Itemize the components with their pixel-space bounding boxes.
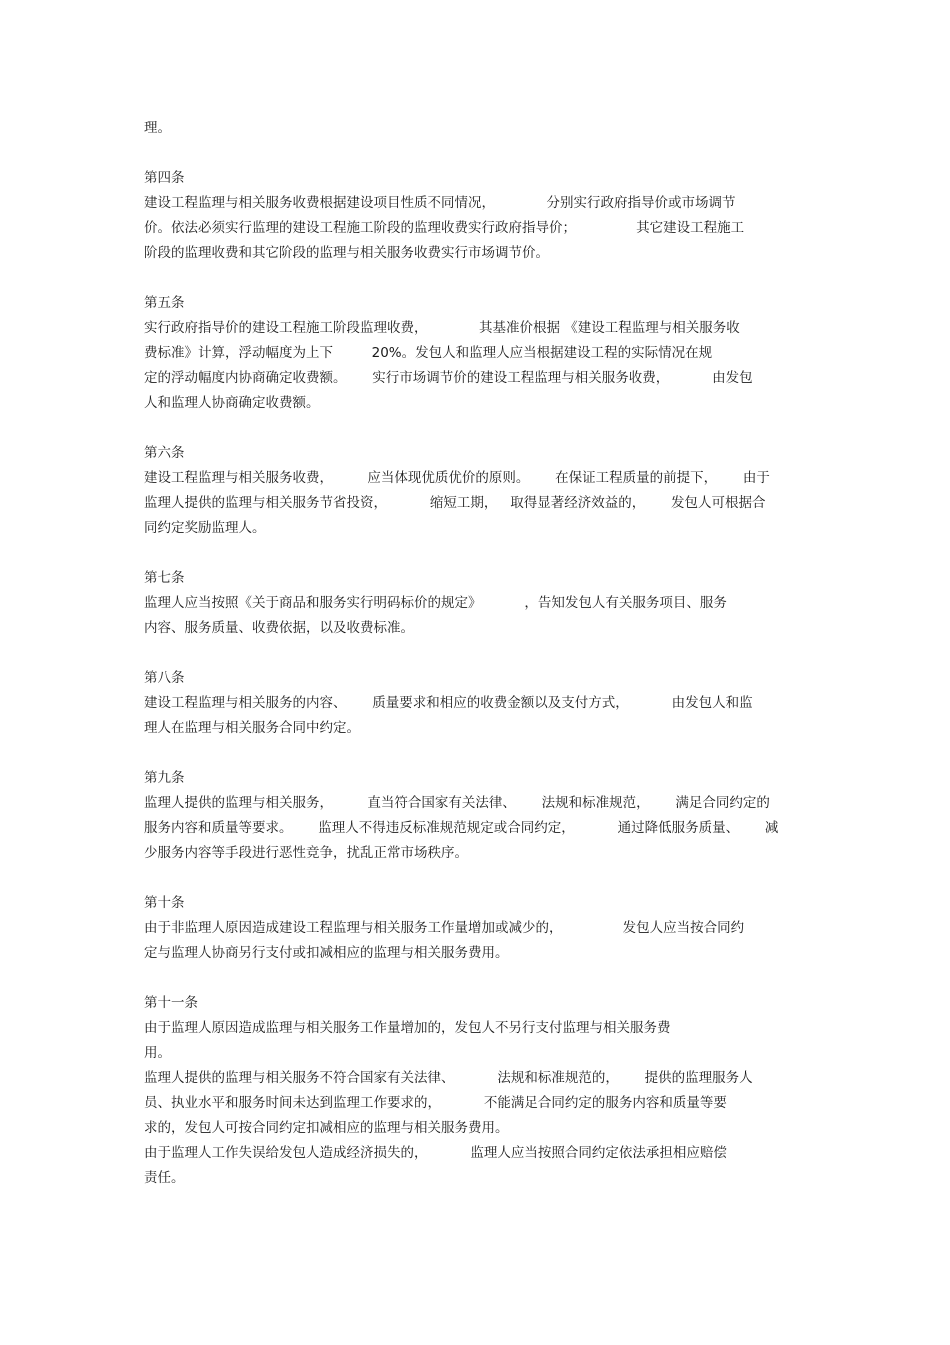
article-4-heading: 第四条 bbox=[144, 170, 185, 186]
article-7-line-1: 监理人应当按照《关于商品和服务实行明码标价的规定》 ，告知发包人有关服务项目、服务 bbox=[144, 595, 727, 611]
article-9-line-3: 少服务内容等手段进行恶性竞争，扰乱正常市场秩序。 bbox=[144, 845, 468, 861]
article-8-line-2: 理人在监理与相关服务合同中约定。 bbox=[144, 720, 360, 736]
article-9-line-1: 监理人提供的监理与相关服务， 直当符合国家有关法律、 法规和标准规范， 满足合同约定的 bbox=[144, 795, 770, 811]
article-11-line-4: 员、执业水平和服务时间未达到监理工作要求的， 不能满足合同约定的服务内容和质量等要 bbox=[144, 1095, 727, 1111]
article-5-line-1: 实行政府指导价的建设工程施工阶段监理收费， 其基准价根据 《建设工程监理与相关服务收 bbox=[144, 320, 740, 336]
article-6-line-1: 建设工程监理与相关服务收费， 应当体现优质优价的原则。 在保证工程质量的前提下， 由于 bbox=[144, 470, 770, 486]
continuation-text: 理。 bbox=[144, 120, 171, 136]
article-10-line-1: 由于非监理人原因造成建设工程监理与相关服务工作量增加或减少的， 发包人应当按合同约 bbox=[144, 920, 745, 936]
article-7-line-2: 内容、服务质量、收费依据，以及收费标准。 bbox=[144, 620, 414, 636]
article-9-line-2: 服务内容和质量等要求。 监理人不得违反标准规范规定或合同约定， 通过降低服务质量、 减 bbox=[144, 820, 779, 836]
article-10-heading: 第十条 bbox=[144, 895, 185, 911]
article-5-line-3: 定的浮动幅度内协商确定收费额。 实行市场调节价的建设工程监理与相关服务收费， 由发包 bbox=[144, 370, 753, 386]
article-10-line-2: 定与监理人协商另行支付或扣减相应的监理与相关服务费用。 bbox=[144, 945, 509, 961]
article-11-line-7: 责任。 bbox=[144, 1170, 185, 1186]
article-8-heading: 第八条 bbox=[144, 670, 185, 686]
article-7-heading: 第七条 bbox=[144, 570, 185, 586]
article-6-heading: 第六条 bbox=[144, 445, 185, 461]
article-5-line-4: 人和监理人协商确定收费额。 bbox=[144, 395, 320, 411]
document-page bbox=[144, 0, 814, 1345]
article-5-heading: 第五条 bbox=[144, 295, 185, 311]
article-4-line-1: 建设工程监理与相关服务收费根据建设项目性质不同情况， 分别实行政府指导价或市场调节 bbox=[144, 195, 736, 211]
article-11-heading: 第十一条 bbox=[144, 995, 198, 1011]
article-9-heading: 第九条 bbox=[144, 770, 185, 786]
article-11-line-3: 监理人提供的监理与相关服务不符合国家有关法律、 法规和标准规范的， 提供的监理服务人 bbox=[144, 1070, 753, 1086]
article-6-line-2: 监理人提供的监理与相关服务节省投资， 缩短工期， 取得显著经济效益的， 发包人可根据合 bbox=[144, 495, 766, 511]
article-4-line-2: 价。依法必须实行监理的建设工程施工阶段的监理收费实行政府指导价； 其它建设工程施工 bbox=[144, 220, 745, 236]
article-11-line-1: 由于监理人原因造成监理与相关服务工作量增加的，发包人不另行支付监理与相关服务费 bbox=[144, 1020, 671, 1036]
article-8-line-1: 建设工程监理与相关服务的内容、 质量要求和相应的收费金额以及支付方式， 由发包人和监 bbox=[144, 695, 753, 711]
article-11-line-2: 用。 bbox=[144, 1045, 171, 1061]
article-11-line-5: 求的，发包人可按合同约定扣减相应的监理与相关服务费用。 bbox=[144, 1120, 509, 1136]
article-11-line-6: 由于监理人工作失误给发包人造成经济损失的， 监理人应当按照合同约定依法承担相应赔偿 bbox=[144, 1145, 727, 1161]
article-5-line-2: 费标准》计算，浮动幅度为上下 20%。发包人和监理人应当根据建设工程的实际情况在规 bbox=[144, 345, 713, 361]
article-6-line-3: 同约定奖励监理人。 bbox=[144, 520, 266, 536]
article-4-line-3: 阶段的监理收费和其它阶段的监理与相关服务收费实行市场调节价。 bbox=[144, 245, 549, 261]
